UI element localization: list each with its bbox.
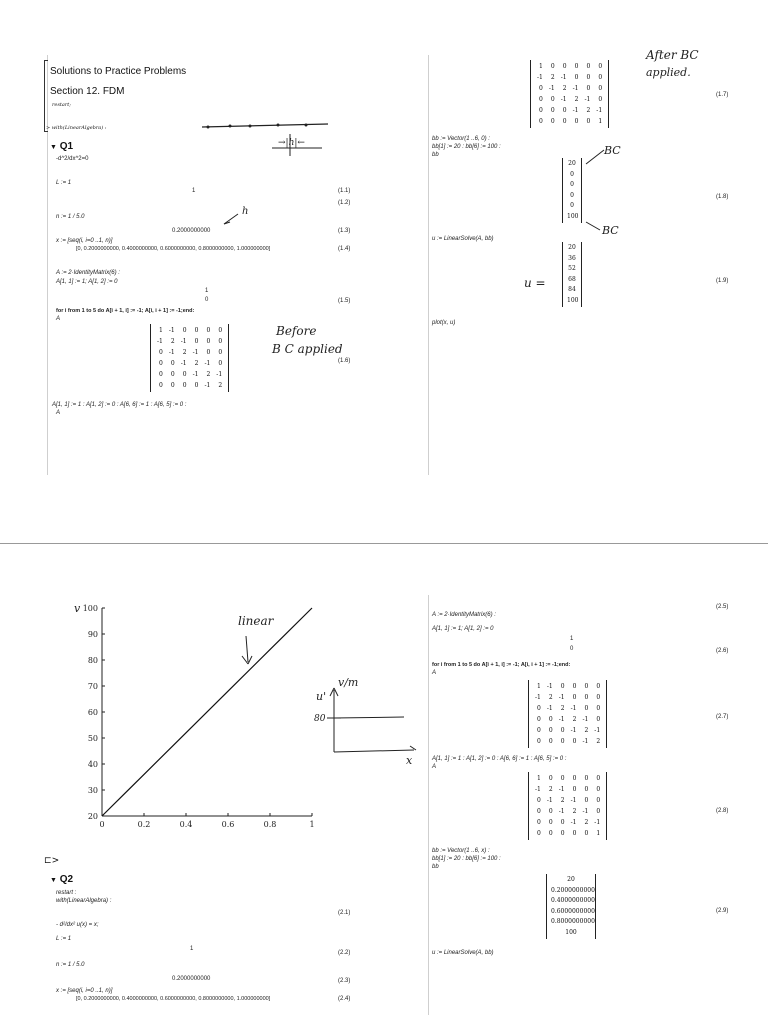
matrix-cell: -1 — [572, 85, 579, 92]
matrix-cell: 0 — [586, 74, 591, 81]
matrix-cell: -1 — [558, 786, 565, 793]
q2-with-cmd: with(LinearAlgebra) : — [56, 898, 112, 904]
q1-h-value: 0.2000000000 — [172, 228, 211, 234]
matrix-cell: -1 — [192, 371, 199, 378]
matrix-cell: 0 — [572, 830, 577, 837]
matrix-cell: 0 — [218, 360, 223, 367]
q2-x-line: x := [seq(i, i=0 ..1, n)] — [56, 988, 113, 994]
matrix-cell: 0 — [539, 107, 543, 114]
matrix-cell: -1 — [582, 808, 589, 815]
matrix-cell: 0 — [548, 738, 553, 745]
q1-for-line: for i from 1 to 5 do A[i + 1, i] := -1; A[i, i + 1] := -1;end: — [56, 308, 195, 314]
matrix-cell: 0 — [537, 705, 541, 712]
eq-num: (1.5) — [338, 298, 351, 304]
vector-entry: 0 — [570, 170, 574, 178]
q2-A11-out1: 1 — [570, 636, 574, 642]
matrix-cell: 0 — [596, 797, 601, 804]
hand-bc-bottom: BC — [602, 224, 619, 237]
matrix-cell: -1 — [596, 107, 603, 114]
matrix-cell: 1 — [539, 63, 543, 70]
matrix-cell: 0 — [598, 96, 603, 103]
vector-entry: 52 — [568, 265, 576, 272]
matrix-cell: -1 — [558, 716, 565, 723]
matrix-cell: -1 — [582, 738, 589, 745]
q1-n-line: n := 1 / 5.0 — [56, 214, 85, 220]
matrix-cell: 2 — [562, 85, 567, 92]
hand-h-label: h — [242, 206, 249, 217]
eq-num: (2.5) — [716, 604, 729, 610]
matrix-cell: 0 — [206, 327, 211, 334]
matrix-cell: 0 — [586, 63, 591, 70]
q2-heading-text: Q2 — [59, 874, 74, 885]
hand-eighty: 80 — [314, 714, 326, 724]
x-tick-label: 0 — [99, 820, 105, 829]
matrix-cell: 2 — [560, 705, 565, 712]
matrix-cell: 0 — [206, 349, 211, 356]
q1-A-line: A := 2·IdentityMatrix(6) : — [56, 270, 120, 276]
matrix-cell: 1 — [596, 830, 601, 837]
vector-entry: 20 — [568, 244, 576, 251]
matrix-cell: 0 — [537, 819, 541, 826]
x-tick-label: 0.4 — [179, 820, 193, 829]
hand-x-axis: x — [406, 754, 413, 767]
matrix-cell: -1 — [584, 96, 591, 103]
matrix-cell: 0 — [560, 819, 565, 826]
q2-bb-line2: bb[1] := 20 : bb[6] := 100 : — [432, 856, 501, 862]
vector-entry: 100 — [567, 212, 579, 220]
matrix-cell: 0 — [572, 786, 577, 793]
matrix-cell: 0 — [572, 775, 577, 782]
q1-plot-line: plot(x, u) — [432, 320, 456, 326]
matrix-cell: 0 — [206, 338, 211, 345]
matrix-cell: 0 — [574, 63, 579, 70]
matrix-cell: 0 — [537, 716, 541, 723]
cursor-marker-icon: ⊏> — [44, 856, 60, 866]
vector-entry: 36 — [568, 254, 576, 262]
matrix-cell: 0 — [537, 738, 541, 745]
matrix-cell: 0 — [584, 797, 589, 804]
eq-num: (2.3) — [338, 978, 351, 984]
matrix-cell: 1 — [537, 775, 541, 782]
matrix-cell: 0 — [550, 63, 555, 70]
y-axis-label: v — [74, 602, 81, 615]
matrix-cell: 2 — [584, 819, 589, 826]
matrix-cell: 0 — [562, 118, 567, 125]
eq-num: (2.4) — [338, 996, 351, 1002]
q2-A-line: A := 2·IdentityMatrix(6) : — [432, 612, 496, 618]
matrix-cell: -1 — [168, 349, 175, 356]
matrix-cell: 0 — [586, 118, 591, 125]
q1-x-line: x := [seq(i, i=0 ..1, n)] — [56, 238, 113, 244]
matrix-cell: 0 — [170, 371, 175, 378]
matrix-cell: 0 — [159, 371, 163, 378]
page-title: Solutions to Practice Problems — [50, 66, 187, 77]
q1-bb-label: bb — [432, 152, 439, 158]
matrix-cell: 2 — [170, 338, 175, 345]
matrix-cell: 0 — [539, 118, 543, 125]
collapse-triangle-icon[interactable]: ▼ — [50, 877, 57, 884]
hand-bc-applied: B C applied — [272, 342, 343, 356]
matrix-cell: -1 — [548, 85, 555, 92]
with-cmd: > with(LinearAlgebra) : — [46, 125, 107, 131]
q1-u-line: u := LinearSolve(A, bb) — [432, 236, 494, 242]
matrix-cell: 0 — [548, 808, 553, 815]
matrix-cell: 0 — [548, 727, 553, 734]
matrix-cell: -1 — [537, 74, 543, 81]
eq-num: (2.1) — [338, 910, 351, 916]
vector-entry: 20 — [567, 876, 575, 883]
matrix-cell: 0 — [596, 694, 601, 701]
q1-A-label: A — [56, 316, 61, 322]
matrix-cell: 0 — [548, 819, 553, 826]
y-tick-label: 90 — [87, 630, 98, 639]
hand-before: Before — [276, 324, 317, 338]
matrix-cell: -1 — [535, 694, 541, 701]
matrix-cell: -1 — [572, 107, 579, 114]
y-tick-label: 30 — [87, 786, 98, 795]
matrix-cell: 0 — [159, 382, 163, 389]
matrix-cell: -1 — [546, 705, 553, 712]
matrix-cell: -1 — [570, 727, 577, 734]
matrix-cell: 0 — [560, 830, 565, 837]
matrix-cell: 2 — [574, 96, 579, 103]
hand-after: After BC — [646, 48, 699, 62]
matrix-cell: 0 — [537, 830, 541, 837]
matrix-cell: 0 — [218, 327, 223, 334]
matrix-cell: 0 — [548, 830, 553, 837]
matrix-cell: -1 — [570, 705, 577, 712]
matrix-cell: -1 — [582, 716, 589, 723]
q1-A-label-2: A — [56, 410, 61, 416]
matrix-cell: 0 — [584, 775, 589, 782]
matrix-cell: 0 — [596, 786, 601, 793]
matrix-cell: 0 — [574, 74, 579, 81]
matrix-cell: 0 — [562, 107, 567, 114]
matrix-cell: 0 — [218, 338, 223, 345]
x-tick-label: 1 — [309, 820, 315, 829]
matrix-cell: 0 — [539, 85, 543, 92]
matrix-cell: 2 — [206, 371, 211, 378]
matrix-cell: 2 — [182, 349, 187, 356]
matrix-cell: -1 — [180, 338, 187, 345]
matrix-cell: 1 — [159, 327, 163, 334]
q1-bb-line1: bb := Vector(1 ..6, 0) : — [432, 136, 490, 142]
q2-for-line: for i from 1 to 5 do A[i + 1, i] := -1; A[i, i + 1] := -1;end: — [432, 662, 571, 668]
eq-num: (1.9) — [716, 278, 729, 284]
matrix-cell: -1 — [558, 694, 565, 701]
matrix-cell: -1 — [204, 360, 211, 367]
hand-u-prime: u' — [316, 690, 327, 703]
section-title: Section 12. FDM — [50, 86, 125, 97]
vector-entry: 84 — [568, 286, 576, 293]
matrix-cell: 0 — [596, 808, 601, 815]
vector-entry: 0 — [570, 202, 574, 209]
matrix-cell: 0 — [560, 727, 565, 734]
matrix-cell: 2 — [572, 716, 577, 723]
eq-num: (2.8) — [716, 808, 729, 814]
matrix-cell: -1 — [192, 349, 199, 356]
q1-ode: -d^2/dx^2=0 — [56, 156, 89, 162]
matrix-cell: 2 — [550, 74, 555, 81]
q2-bb-line1: bb := Vector(1 ..6, x) : — [432, 848, 490, 854]
eq-num: (1.7) — [716, 92, 729, 98]
matrix-cell: 2 — [548, 786, 553, 793]
collapse-triangle-icon[interactable]: ▼ — [50, 144, 57, 151]
vector-entry: 0 — [570, 191, 574, 199]
matrix-cell: 0 — [598, 85, 603, 92]
matrix-cell: -1 — [546, 683, 553, 690]
matrix-cell: -1 — [594, 727, 601, 734]
matrix-cell: 0 — [584, 683, 589, 690]
restart-cmd: restart; — [52, 102, 71, 108]
matrix-cell: 0 — [182, 382, 187, 389]
matrix-cell: 0 — [584, 830, 589, 837]
y-tick-label: 100 — [82, 604, 98, 613]
eq-num: (1.2) — [338, 200, 351, 206]
q2-A11-out2: 0 — [570, 646, 574, 652]
vector-entry: 68 — [568, 275, 576, 283]
q2-L-value: 1 — [190, 946, 194, 952]
matrix-cell: 0 — [182, 327, 187, 334]
matrix-cell: 0 — [572, 694, 577, 701]
matrix-cell: -1 — [180, 360, 187, 367]
x-tick-label: 0.8 — [263, 820, 277, 829]
eq-num: (1.8) — [716, 194, 729, 200]
q1-bc-line: A[1, 1] := 1 : A[1, 2] := 0 : A[6, 6] := 1 : A[6, 5] := 0 : — [52, 402, 187, 408]
matrix-cell: 0 — [218, 349, 223, 356]
matrix-cell: 0 — [537, 808, 541, 815]
q2-A-label: A — [432, 670, 437, 676]
matrix-cell: -1 — [535, 786, 541, 793]
vector-entry: 100 — [567, 296, 579, 304]
vector-entry: 0.2000000000 — [551, 886, 595, 894]
q1-heading-text: Q1 — [59, 141, 74, 152]
matrix-cell: 1 — [537, 683, 541, 690]
q2-h-value: 0.2000000000 — [172, 976, 211, 982]
matrix-cell: 0 — [584, 694, 589, 701]
matrix-cell: -1 — [570, 819, 577, 826]
y-tick-label: 80 — [87, 656, 98, 665]
matrix-cell: -1 — [157, 338, 163, 345]
matrix-cell: 0 — [550, 96, 555, 103]
matrix-cell: 0 — [596, 775, 601, 782]
matrix-cell: 0 — [548, 716, 553, 723]
matrix-cell: 0 — [537, 727, 541, 734]
eq-num: (2.6) — [716, 648, 729, 654]
matrix-cell: 0 — [560, 683, 565, 690]
q2-bc-line: A[1, 1] := 1 : A[1, 2] := 0 : A[6, 6] := 1 : A[6, 5] := 0 : — [432, 756, 567, 762]
q1-L-line: L := 1 — [56, 180, 72, 186]
matrix-cell: 0 — [572, 738, 577, 745]
hand-linear: linear — [238, 614, 274, 628]
q2-A-label-2: A — [432, 764, 437, 770]
vector-entry: 100 — [565, 928, 577, 936]
matrix-cell: -1 — [216, 371, 223, 378]
matrix-cell: 0 — [560, 738, 565, 745]
matrix-cell: 0 — [550, 107, 555, 114]
y-tick-label: 60 — [87, 708, 98, 717]
eq-num: (1.6) — [338, 358, 351, 364]
matrix-cell: -1 — [204, 382, 211, 389]
matrix-cell: 0 — [598, 74, 603, 81]
matrix-cell: 0 — [550, 118, 555, 125]
matrix-cell: -1 — [168, 327, 175, 334]
matrix-cell: 0 — [537, 797, 541, 804]
matrix-cell: 2 — [586, 107, 591, 114]
matrix-cell: 0 — [182, 371, 187, 378]
eq-num: (1.4) — [338, 246, 351, 252]
matrix-cell: 0 — [159, 349, 163, 356]
matrix-cell: 0 — [170, 382, 175, 389]
matrix-cell: -1 — [594, 819, 601, 826]
q1-A11-line: A[1, 1] := 1; A[1, 2] := 0 — [56, 279, 118, 285]
q1-A11-out1: 1 — [205, 288, 209, 294]
hand-dh-label: →|h|← — [278, 138, 305, 148]
matrix-cell: 0 — [194, 327, 199, 334]
matrix-cell: 2 — [596, 738, 601, 745]
q1-L-value: 1 — [192, 188, 196, 194]
y-tick-label: 40 — [87, 760, 98, 769]
matrix-cell: -1 — [558, 808, 565, 815]
hand-bc-top: BC — [604, 144, 621, 157]
matrix-cell: 0 — [596, 683, 601, 690]
matrix-cell: 0 — [584, 786, 589, 793]
eq-num: (1.1) — [338, 188, 351, 194]
q2-restart: restart : — [56, 890, 77, 896]
matrix-cell: 0 — [596, 705, 601, 712]
hand-v-over: v/m — [338, 676, 359, 689]
vector-entry: 0 — [570, 181, 574, 188]
matrix-cell: -1 — [546, 797, 553, 804]
matrix-cell: 0 — [572, 683, 577, 690]
matrix-cell: 0 — [194, 338, 199, 345]
eq-num: (2.7) — [716, 714, 729, 720]
matrix-cell: -1 — [560, 96, 567, 103]
eq-num: (2.9) — [716, 908, 729, 914]
vector-entry: 0.6000000000 — [551, 907, 595, 915]
matrix-cell: 2 — [560, 797, 565, 804]
matrix-cell: 2 — [584, 727, 589, 734]
matrix-cell: 0 — [562, 63, 567, 70]
y-tick-label: 20 — [87, 812, 98, 821]
y-tick-label: 50 — [87, 734, 98, 743]
matrix-cell: 0 — [159, 360, 163, 367]
vector-entry: 0.4000000000 — [551, 897, 595, 904]
q1-x-value: [0, 0.2000000000, 0.4000000000, 0.6000000000, 0.8000000000, 1.000000000] — [76, 246, 271, 252]
matrix-cell: -1 — [560, 74, 567, 81]
matrix-cell: 2 — [548, 694, 553, 701]
x-tick-label: 0.2 — [137, 820, 151, 829]
q2-n-line: n := 1 / 5.0 — [56, 962, 85, 968]
q2-bb-label: bb — [432, 864, 439, 870]
eq-num: (1.3) — [338, 228, 351, 234]
matrix-cell: 0 — [539, 96, 543, 103]
matrix-cell: 0 — [598, 63, 603, 70]
matrix-cell: -1 — [570, 797, 577, 804]
matrix-cell: 2 — [194, 360, 199, 367]
matrix-cell: 0 — [574, 118, 579, 125]
hand-applied: applied. — [646, 66, 691, 79]
y-tick-label: 70 — [87, 682, 98, 691]
q2-u-line: u := LinearSolve(A, bb) — [432, 950, 494, 956]
matrix-cell: 0 — [596, 716, 601, 723]
q2-ode: - d²/dx² u(x) = x; — [56, 922, 99, 928]
matrix-cell: 0 — [584, 705, 589, 712]
hand-u-eq: u = — [524, 276, 546, 290]
matrix-cell: 0 — [586, 85, 591, 92]
matrix-cell: 0 — [170, 360, 175, 367]
matrix-cell: 0 — [560, 775, 565, 782]
eq-num: (2.2) — [338, 950, 351, 956]
matrix-cell: 2 — [572, 808, 577, 815]
q2-x-value: [0, 0.2000000000, 0.4000000000, 0.6000000000, 0.8000000000, 1.000000000] — [76, 996, 271, 1002]
matrix-cell: 1 — [598, 118, 603, 125]
x-tick-label: 0.6 — [221, 820, 235, 829]
matrix-cell: 2 — [218, 382, 223, 389]
vector-entry: 20 — [568, 160, 576, 167]
q1-A11-out2: 0 — [205, 297, 209, 303]
matrix-cell: 0 — [548, 775, 553, 782]
matrix-cell: 0 — [194, 382, 199, 389]
q2-L-line: L := 1 — [56, 936, 72, 942]
q2-A11-line: A[1, 1] := 1; A[1, 2] := 0 — [432, 626, 494, 632]
vector-entry: 0.8000000000 — [551, 918, 595, 925]
q1-bb-line2: bb[1] := 20 : bb[6] := 100 : — [432, 144, 501, 150]
